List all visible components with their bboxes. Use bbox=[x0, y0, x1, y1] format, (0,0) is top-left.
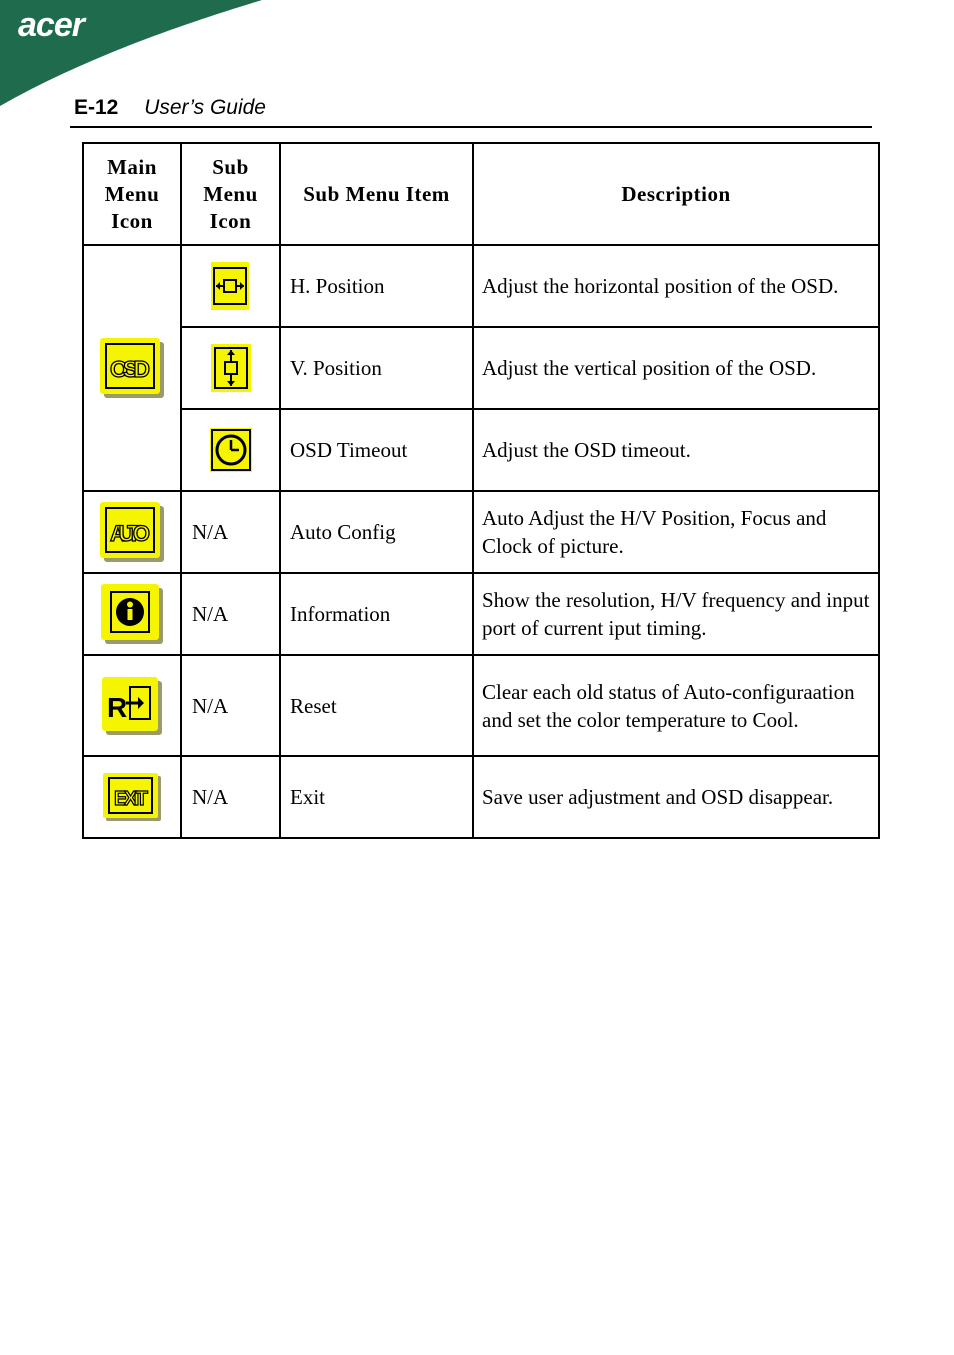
h-position-icon-cell bbox=[181, 245, 280, 327]
page-number: E-12 bbox=[74, 96, 119, 119]
acer-logo: acer bbox=[18, 6, 84, 44]
osd-main-icon-cell bbox=[83, 245, 181, 491]
header-sub-menu-icon: Sub Menu Icon bbox=[181, 143, 280, 245]
table-row bbox=[83, 573, 879, 655]
description-text: Adjust the vertical position of the OSD. bbox=[473, 327, 879, 409]
header-sub-menu-item: Sub Menu Item bbox=[280, 143, 473, 245]
sub-menu-icon-na: N/A bbox=[181, 491, 280, 573]
h-position-icon bbox=[209, 260, 253, 312]
header-rule bbox=[70, 126, 872, 128]
sub-menu-item-label: Information bbox=[280, 573, 473, 655]
sub-menu-item-label: Reset bbox=[280, 655, 473, 756]
exit-main-icon-cell bbox=[83, 756, 181, 838]
svg-text:AUTO: AUTO bbox=[110, 521, 150, 546]
description-text: Clear each old status of Auto-configuraation and set the color temperature to Cool. bbox=[473, 655, 879, 756]
reset-icon bbox=[100, 675, 164, 737]
description-text: Save user adjustment and OSD disappear. bbox=[473, 756, 879, 838]
clock-icon-cell bbox=[181, 409, 280, 491]
header-description: Description bbox=[473, 143, 879, 245]
svg-text:OSD: OSD bbox=[110, 356, 150, 382]
clock-icon bbox=[208, 426, 254, 474]
sub-menu-item-label: Exit bbox=[280, 756, 473, 838]
reset-main-icon-cell bbox=[83, 655, 181, 756]
sub-menu-icon-na: N/A bbox=[181, 573, 280, 655]
description-text: Show the resolution, H/V frequency and input port of current iput timing. bbox=[473, 573, 879, 655]
description-text: Auto Adjust the H/V Position, Focus and Clock of picture. bbox=[473, 491, 879, 573]
table-header-row bbox=[83, 143, 879, 245]
svg-text:R: R bbox=[107, 691, 128, 723]
svg-text:EXIT: EXIT bbox=[114, 788, 148, 810]
guide-title: User’s Guide bbox=[144, 96, 266, 119]
sub-menu-item-label: V. Position bbox=[280, 327, 473, 409]
sub-menu-icon-na: N/A bbox=[181, 756, 280, 838]
table-row bbox=[83, 245, 879, 327]
table-row bbox=[83, 409, 879, 491]
exit-icon bbox=[101, 771, 163, 823]
page-header bbox=[74, 96, 266, 120]
sub-menu-item-label: Auto Config bbox=[280, 491, 473, 573]
sub-menu-item-label: H. Position bbox=[280, 245, 473, 327]
v-position-icon bbox=[209, 342, 253, 394]
auto-icon bbox=[98, 500, 166, 564]
osd-menu-table bbox=[82, 142, 880, 839]
table-row bbox=[83, 756, 879, 838]
table-row bbox=[83, 491, 879, 573]
description-text: Adjust the OSD timeout. bbox=[473, 409, 879, 491]
auto-main-icon-cell bbox=[83, 491, 181, 573]
table-row bbox=[83, 327, 879, 409]
sub-menu-icon-na: N/A bbox=[181, 655, 280, 756]
sub-menu-item-label: OSD Timeout bbox=[280, 409, 473, 491]
info-main-icon-cell bbox=[83, 573, 181, 655]
info-icon bbox=[99, 582, 165, 646]
v-position-icon-cell bbox=[181, 327, 280, 409]
description-text: Adjust the horizontal position of the OSD. bbox=[473, 245, 879, 327]
header-main-menu-icon: Main Menu Icon bbox=[83, 143, 181, 245]
table-row bbox=[83, 655, 879, 756]
osd-icon bbox=[98, 336, 166, 400]
